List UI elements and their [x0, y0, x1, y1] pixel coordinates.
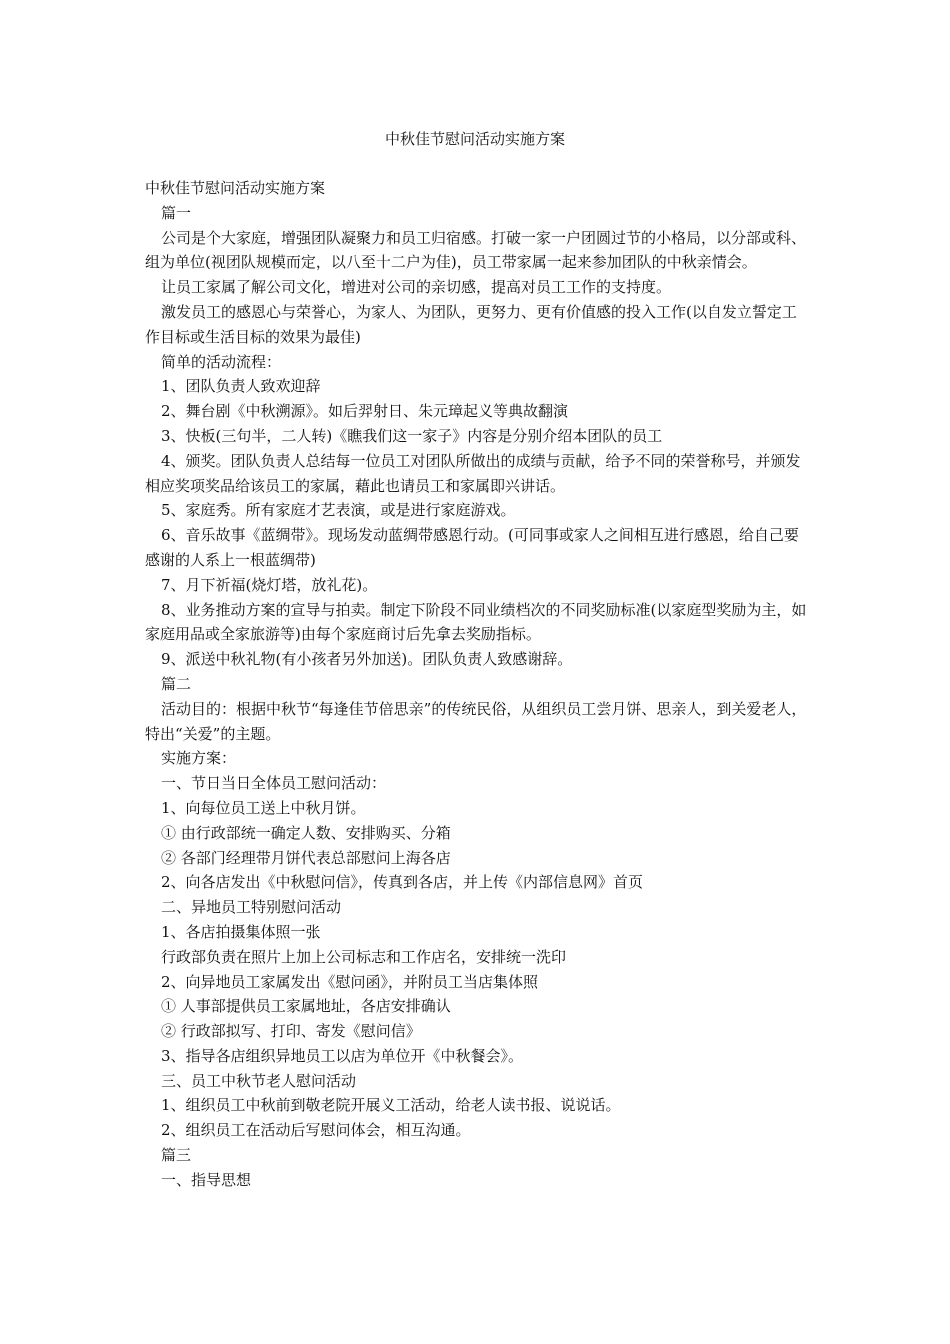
paragraph: ① 由行政部统一确定人数、安排购买、分箱	[161, 823, 451, 842]
paragraph: 三、员工中秋节老人慰问活动	[161, 1071, 357, 1090]
paragraph: 二、异地员工特别慰问活动	[161, 898, 342, 917]
paragraph: 1、向每位员工送上中秋月饼。	[161, 798, 366, 817]
paragraph: 公司是个大家庭，增强团队凝聚力和员工归宿感。打破一家一户团圆过节的小格局，以分部或科、组为单位(视团队规模而定，以八至十二户为佳)，员工带家属一起来参加团队的中秋亲情会。	[145, 228, 807, 272]
paragraph: 2、组织员工在活动后写慰问体会，相互沟通。	[161, 1121, 471, 1140]
paragraph: 3、指导各店组织异地员工以店为单位开《中秋餐会》。	[161, 1046, 524, 1065]
paragraph: 篇一	[161, 203, 192, 222]
paragraph: ① 人事部提供员工家属地址，各店安排确认	[161, 997, 451, 1016]
paragraph: 5、家庭秀。所有家庭才艺表演，或是进行家庭游戏。	[161, 501, 516, 520]
paragraph: 2、向各店发出《中秋慰问信》，传真到各店，并上传《内部信息网》首页	[161, 873, 644, 892]
paragraph: 一、节日当日全体员工慰问活动：	[161, 774, 387, 793]
paragraph: 行政部负责在照片上加上公司标志和工作店名，安排统一洗印	[161, 947, 567, 966]
paragraph: 4、颁奖。团队负责人总结每一位员工对团队所做出的成绩与贡献，给予不同的荣誉称号，并颁发相应奖项奖品给该员工的家属，藉此也请员工和家属即兴讲话。	[145, 451, 801, 495]
paragraph: 激发员工的感恩心与荣誉心，为家人、为团队，更努力、更有价值感的投入工作(以自发立誓定工作目标或生活目标的效果为最佳)	[145, 302, 797, 346]
paragraph: ② 行政部拟写、打印、寄发《慰问信》	[161, 1022, 421, 1041]
paragraph: 一、指导思想	[161, 1170, 252, 1189]
paragraph: 简单的活动流程：	[161, 352, 282, 371]
paragraph: 让员工家属了解公司文化，增进对公司的亲切感，提高对员工工作的支持度。	[161, 278, 672, 297]
paragraph: 3、快板(三句半，二人转)《瞧我们这一家子》内容是分别介绍本团队的员工	[161, 426, 663, 445]
paragraph: 实施方案：	[161, 749, 237, 768]
paragraph: 活动目的：根据中秋节“每逢佳节倍思亲”的传统民俗，从组织员工尝月饼、思亲人，到关爱老人，特出“关爱”的主题。	[145, 699, 807, 743]
paragraph: 1、各店拍摄集体照一张	[161, 922, 321, 941]
document-body	[145, 176, 810, 1193]
paragraph: 篇三	[161, 1146, 192, 1165]
paragraph: 6、音乐故事《蓝绸带》。现场发动蓝绸带感恩行动。(可同事或家人之间相互进行感恩，给自己要感谢的人系上一根蓝绸带)	[145, 526, 799, 569]
paragraph: 8、业务推动方案的宣导与拍卖。制定下阶段不同业绩档次的不同奖励标准(以家庭型奖励为主，如家庭用品或全家旅游等)由每个家庭商讨后先拿去奖励指标。	[145, 600, 807, 644]
paragraph: 7、月下祈福(烧灯塔，放礼花)。	[161, 575, 378, 594]
document-title: 中秋佳节慰问活动实施方案	[384, 130, 565, 148]
paragraph: ② 各部门经理带月饼代表总部慰问上海各店	[161, 848, 451, 867]
paragraph: 篇二	[161, 674, 192, 693]
paragraph: 中秋佳节慰问活动实施方案	[145, 179, 326, 197]
paragraph: 2、向异地员工家属发出《慰问函》，并附员工当店集体照	[161, 972, 539, 991]
paragraph: 9、派送中秋礼物(有小孩者另外加送)。团队负责人致感谢辞。	[161, 650, 573, 669]
paragraph: 1、组织员工中秋前到敬老院开展义工活动，给老人读书报、说说话。	[161, 1096, 621, 1115]
paragraph: 2、舞台剧《中秋溯源》。如后羿射日、朱元璋起义等典故翻演	[161, 402, 569, 421]
paragraph: 1、团队负责人致欢迎辞	[161, 377, 321, 396]
